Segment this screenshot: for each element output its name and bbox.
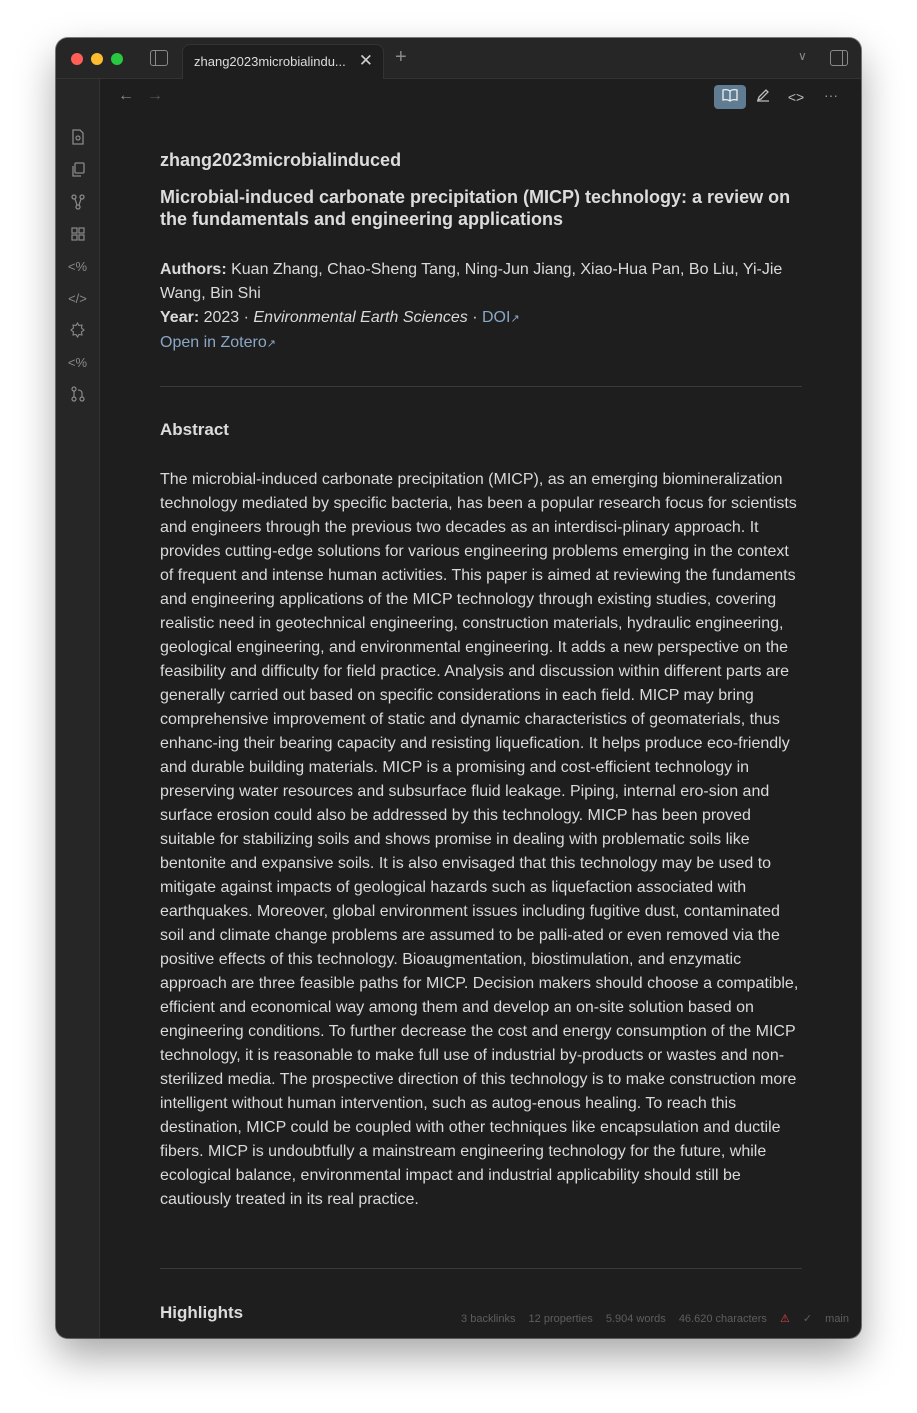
authors-value: Kuan Zhang, Chao-Sheng Tang, Ning-Jun Jiang, Xiao-Hua Pan, Bo Liu, Yi-Jie Wang, Bin Shi xyxy=(160,261,783,302)
zoom-window-button[interactable] xyxy=(111,53,123,65)
app-window xyxy=(56,38,861,1338)
year-value: 2023 xyxy=(203,309,240,326)
more-options-icon[interactable]: ··· xyxy=(824,87,838,103)
code-icon[interactable]: </> xyxy=(68,291,87,306)
journal-name: Environmental Earth Sciences xyxy=(253,309,468,326)
view-toolbar xyxy=(100,79,861,115)
git-branch[interactable]: main xyxy=(825,1313,849,1325)
edit-view-button[interactable] xyxy=(747,85,779,109)
new-tab-icon[interactable]: + xyxy=(395,46,407,68)
ribbon xyxy=(56,79,100,1338)
template-icon[interactable]: <% xyxy=(67,259,88,274)
tab-close-icon[interactable]: ✕ xyxy=(358,51,373,70)
abstract-heading: Abstract xyxy=(160,420,229,439)
left-sidebar-toggle-icon[interactable] xyxy=(150,50,168,66)
copy-icon[interactable] xyxy=(56,162,99,181)
separator: · xyxy=(243,309,249,326)
template-icon-2[interactable]: <% xyxy=(67,355,88,370)
divider-2 xyxy=(160,1268,802,1269)
backlinks-count[interactable]: 3 backlinks xyxy=(461,1313,516,1325)
external-link-icon: ↗ xyxy=(510,313,520,325)
git-icon[interactable] xyxy=(56,386,99,405)
title-bar xyxy=(56,38,861,79)
highlights-heading: Highlights xyxy=(160,1303,244,1322)
authors-label: Authors: xyxy=(160,261,227,278)
paper-metadata xyxy=(160,258,802,356)
authors-line xyxy=(160,258,802,306)
sync-error-icon[interactable]: ⚠ xyxy=(779,1313,790,1325)
open-in-zotero-link[interactable]: Open in Zotero xyxy=(160,334,267,351)
status-bar xyxy=(451,1312,849,1332)
doi-link[interactable]: DOI xyxy=(481,309,511,326)
check-icon: ✓ xyxy=(802,1313,813,1325)
paper-title: Microbial-induced carbonate precipitation (MICP) technology: a review on the fundamentals and engineering applications xyxy=(160,187,791,229)
file-search-icon[interactable] xyxy=(56,129,99,148)
properties-count: 12 properties xyxy=(528,1313,593,1325)
character-count: 46.620 characters xyxy=(678,1313,767,1325)
tab-label: zhang2023microbialindu... xyxy=(194,54,346,69)
abstract-text: The microbial-induced carbonate precipitation (MICP), as an emerging biomineralization technology mediated by specific bacteria, has been a popular research focus for scientists and engineers through the previous two decades as an interdisci-plinary approach. It provides cutting-edge solutions for various engineering problems emerging in the context of frequent and intense human activities. This paper is aimed at reviewing the fundaments and engineering applications of the MICP technology through existing studies, covering realistic need in geotechnical engineering, construction materials, hydraulic engineering, geological engineering, and environmental engineering. It adds a new perspective on the feasibility and difficulty for field practice. Analysis and discussion within different parts are generally carried out based on specific considerations in each field. MICP may bring comprehensive improvement of static and dynamic characteristics of geomaterials, thus enhanc-ing their bearing capacity and resisting liquefication. It helps produce eco-friendly and durable building materials. MICP is a promising and cost-efficient technology in preserving water resources and subsurface fluid leakage. Piping, internal ero-sion and surface erosion could also be addressed by this technology. MICP has been proved suitable for stabilizing soils and shows promise in dealing with problematic soils like bentonite and expansive soils. It is also envisaged that this technology may be used to mitigate against impacts of geological hazards such as liquefaction associated with earthquakes. Moreover, global environment issues including fugitive dust, contaminated soil and climate change problems are assumed to be palli-ated or even removed via the positive effects of this technology. Bioaugmentation, biostimulation, and enzymatic approach are three feasible paths for MICP. Decision makers should choose a compatible, efficient and economical way among them and develop an on-site solution based on engineering conditions. To further decrease the cost and energy consumption of the MICP technology, it is reasonable to make full use of industrial by-products or wastes and non-sterilized media. The prospective direction of this technology is to make construction more intelligent without human intervention, such as autog-enous healing. To reach this destination, MICP could be coupled with other techniques like encapsulation and ductile fibers. MICP is undoubtfully a mainstream engineering technology for the future, while ecological balance, environmental impact and industrial applicability should still be cautiously treated in its real practice. xyxy=(160,471,799,1208)
note-title: zhang2023microbialinduced xyxy=(160,150,402,170)
zotero-line xyxy=(160,331,802,356)
divider xyxy=(160,386,802,387)
right-sidebar-toggle-icon[interactable] xyxy=(830,50,848,66)
minimize-window-button[interactable] xyxy=(91,53,103,65)
chevron-down-icon[interactable]: ∨ xyxy=(798,49,807,63)
reading-view-button[interactable] xyxy=(714,85,746,109)
gear-icon[interactable] xyxy=(56,322,99,341)
forward-arrow-icon[interactable]: → xyxy=(147,87,163,104)
source-view-button[interactable]: <> xyxy=(787,89,805,105)
year-label: Year: xyxy=(160,309,200,326)
external-link-icon-2: ↗ xyxy=(266,338,276,350)
year-line xyxy=(160,306,802,331)
word-count: 5.904 words xyxy=(605,1313,666,1325)
close-window-button[interactable] xyxy=(71,53,83,65)
tab-active[interactable] xyxy=(182,44,384,79)
graph-icon[interactable] xyxy=(56,194,99,213)
back-arrow-icon[interactable]: ← xyxy=(118,87,134,104)
grid-icon[interactable] xyxy=(56,226,99,245)
separator-2: · xyxy=(472,309,478,326)
